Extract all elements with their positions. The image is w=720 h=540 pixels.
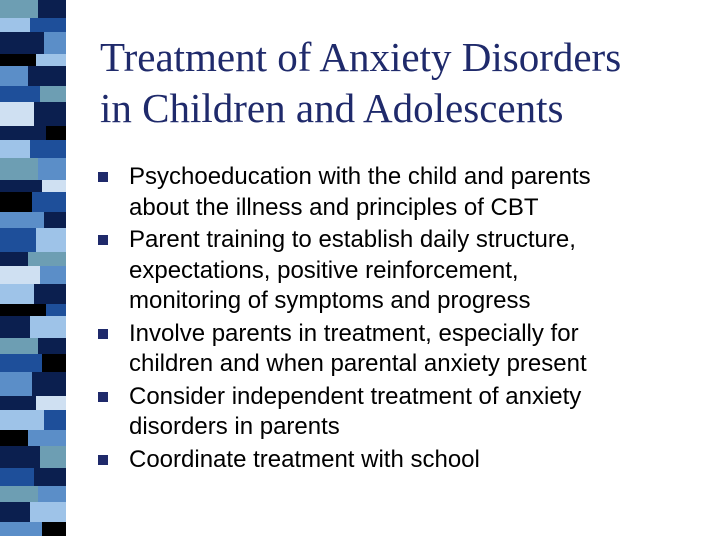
stripe-block xyxy=(28,252,66,266)
stripe-block xyxy=(0,228,36,252)
stripe-block xyxy=(40,446,66,468)
stripe-block xyxy=(36,396,66,410)
stripe-block xyxy=(0,180,42,192)
stripe-block xyxy=(0,102,34,126)
stripe-block xyxy=(0,18,30,32)
stripe-block xyxy=(0,140,30,158)
square-bullet-icon xyxy=(98,235,108,245)
bullet-text xyxy=(129,445,707,476)
stripe-block xyxy=(44,212,66,228)
stripe-block xyxy=(38,486,66,502)
stripe-block xyxy=(0,266,40,284)
bullet-text-line: Involve parents in treatment, especially for xyxy=(129,319,579,347)
stripe-block xyxy=(36,228,66,252)
stripe-block xyxy=(0,158,38,180)
stripe-block xyxy=(0,212,44,228)
stripe-block xyxy=(32,192,66,212)
stripe-block xyxy=(30,316,66,338)
bullet-text-line: children and when parental anxiety present xyxy=(129,350,587,377)
stripe-block xyxy=(0,284,34,304)
stripe-block xyxy=(44,32,66,54)
stripe-block xyxy=(30,502,66,522)
stripe-block xyxy=(38,158,66,180)
square-bullet-icon xyxy=(98,455,108,465)
stripe-block xyxy=(0,338,38,354)
stripe-block xyxy=(38,0,66,18)
stripe-block xyxy=(0,486,38,502)
stripe-block xyxy=(0,430,28,446)
bullet-text-line: monitoring of symptoms and progress xyxy=(129,287,531,314)
bullet-item xyxy=(97,319,707,380)
bullet-text-line: Coordinate treatment with school xyxy=(129,445,480,473)
square-bullet-icon xyxy=(98,172,108,182)
bullet-text xyxy=(129,225,707,317)
bullet-item xyxy=(97,382,707,443)
stripe-block xyxy=(0,32,44,54)
stripe-block xyxy=(0,468,34,486)
stripe-block xyxy=(40,266,66,284)
slide-title xyxy=(100,32,700,134)
stripe-block xyxy=(0,86,40,102)
bullet-text-line: expectations, positive reinforcement, xyxy=(129,256,519,284)
stripe-block xyxy=(34,102,66,126)
stripe-block xyxy=(44,410,66,430)
stripe-block xyxy=(0,304,46,316)
stripe-block xyxy=(0,396,36,410)
decorative-stripe xyxy=(0,0,66,540)
stripe-block xyxy=(0,126,46,140)
stripe-block xyxy=(34,284,66,304)
bullet-text-line: disorders in parents xyxy=(129,413,340,440)
stripe-block xyxy=(34,468,66,486)
stripe-block xyxy=(0,522,42,536)
stripe-block xyxy=(38,338,66,354)
stripe-block xyxy=(0,192,32,212)
square-bullet-icon xyxy=(98,329,108,339)
stripe-block xyxy=(36,54,66,66)
stripe-block xyxy=(0,0,38,18)
stripe-block xyxy=(28,66,66,86)
bullet-text-line: Psychoeducation with the child and parents xyxy=(129,163,591,190)
stripe-block xyxy=(0,252,28,266)
bullet-text-line: Parent training to establish daily structure, xyxy=(129,226,576,253)
bullet-list xyxy=(97,162,707,477)
stripe-block xyxy=(0,354,42,372)
bullet-item xyxy=(97,445,707,476)
stripe-block xyxy=(32,372,66,396)
bullet-item xyxy=(97,225,707,317)
bullet-item xyxy=(97,162,707,223)
bullet-text xyxy=(129,382,707,443)
stripe-block xyxy=(46,126,66,140)
stripe-block xyxy=(42,522,66,536)
stripe-block xyxy=(0,410,44,430)
stripe-block xyxy=(28,430,66,446)
title-line: Treatment of Anxiety Disorders xyxy=(100,34,622,80)
square-bullet-icon xyxy=(98,392,108,402)
stripe-block xyxy=(40,86,66,102)
stripe-block xyxy=(0,316,30,338)
bullet-text xyxy=(129,162,707,223)
stripe-block xyxy=(42,180,66,192)
stripe-block xyxy=(0,66,28,86)
stripe-block xyxy=(42,354,66,372)
bullet-text-line: about the illness and principles of CBT xyxy=(129,193,539,221)
stripe-block xyxy=(0,54,36,66)
stripe-block xyxy=(30,140,66,158)
stripe-block xyxy=(46,304,66,316)
bullet-text-line: Consider independent treatment of anxiety xyxy=(129,382,582,410)
stripe-block xyxy=(30,18,66,32)
title-line: in Children and Adolescents xyxy=(100,85,564,131)
bullet-text xyxy=(129,319,707,380)
stripe-block xyxy=(0,502,30,522)
stripe-block xyxy=(0,446,40,468)
stripe-block xyxy=(0,372,32,396)
